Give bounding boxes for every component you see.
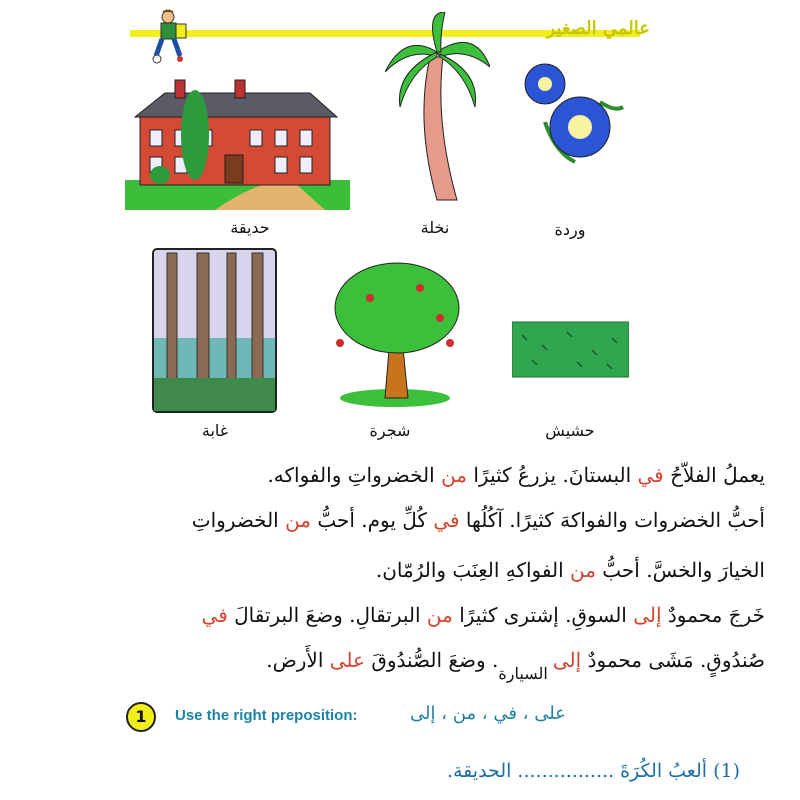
paragraph-line-1: يعملُ الفلاّحُ في البستانَ. يزرعُ كثيرًا من الخضرواتِ والفواكه. <box>267 463 765 487</box>
house-garden-picture <box>125 75 350 210</box>
paragraph-line-3: الخيارَ والخسَّ. أحبُّ من الفواكهِ العِنَبَ والرُمّان. <box>375 558 765 582</box>
paragraph-line-2: أحبُّ الخضروات والفواكهَ كثيرًا. آكُلُها في كُلِّ يوم. أحبُّ من الخضرواتِ <box>191 508 765 532</box>
brand-title: عالمي الصغير <box>546 18 650 39</box>
exercise-instruction: Use the right preposition: <box>175 707 358 724</box>
paragraph-line-5: صُندُوقٍ. مَشَى محمودٌ إلى $_{السيارة}$. وضعَ الصُّندُوقَ على الأَرض. <box>266 648 765 683</box>
caption-palm: نخلة <box>420 218 450 237</box>
boy-mascot-icon <box>150 8 190 64</box>
caption-grass: حشيش <box>545 421 595 440</box>
forest-picture <box>152 248 277 413</box>
exercise-item-1: (1) ألعبُ الكُرَةَ ................ الحديقة. <box>446 760 740 782</box>
paragraph-line-4: خَرجَ محمودٌ إلى السوقِ. إشترى كثيرًا من البرتقالِ. وضعَ البرتقالَ في <box>201 603 765 627</box>
caption-tree: شجرة <box>369 421 411 440</box>
flowers-picture <box>515 62 625 172</box>
caption-garden: حديقة <box>230 218 270 237</box>
grass-picture <box>512 320 629 378</box>
caption-rose: وردة <box>554 220 586 239</box>
apple-tree-picture <box>330 258 465 408</box>
caption-forest: غابة <box>201 421 229 440</box>
exercise-number-badge: 1 <box>126 702 156 732</box>
palm-tree-picture <box>385 12 490 202</box>
preposition-choices: على ، في ، من ، إلى <box>410 703 566 724</box>
